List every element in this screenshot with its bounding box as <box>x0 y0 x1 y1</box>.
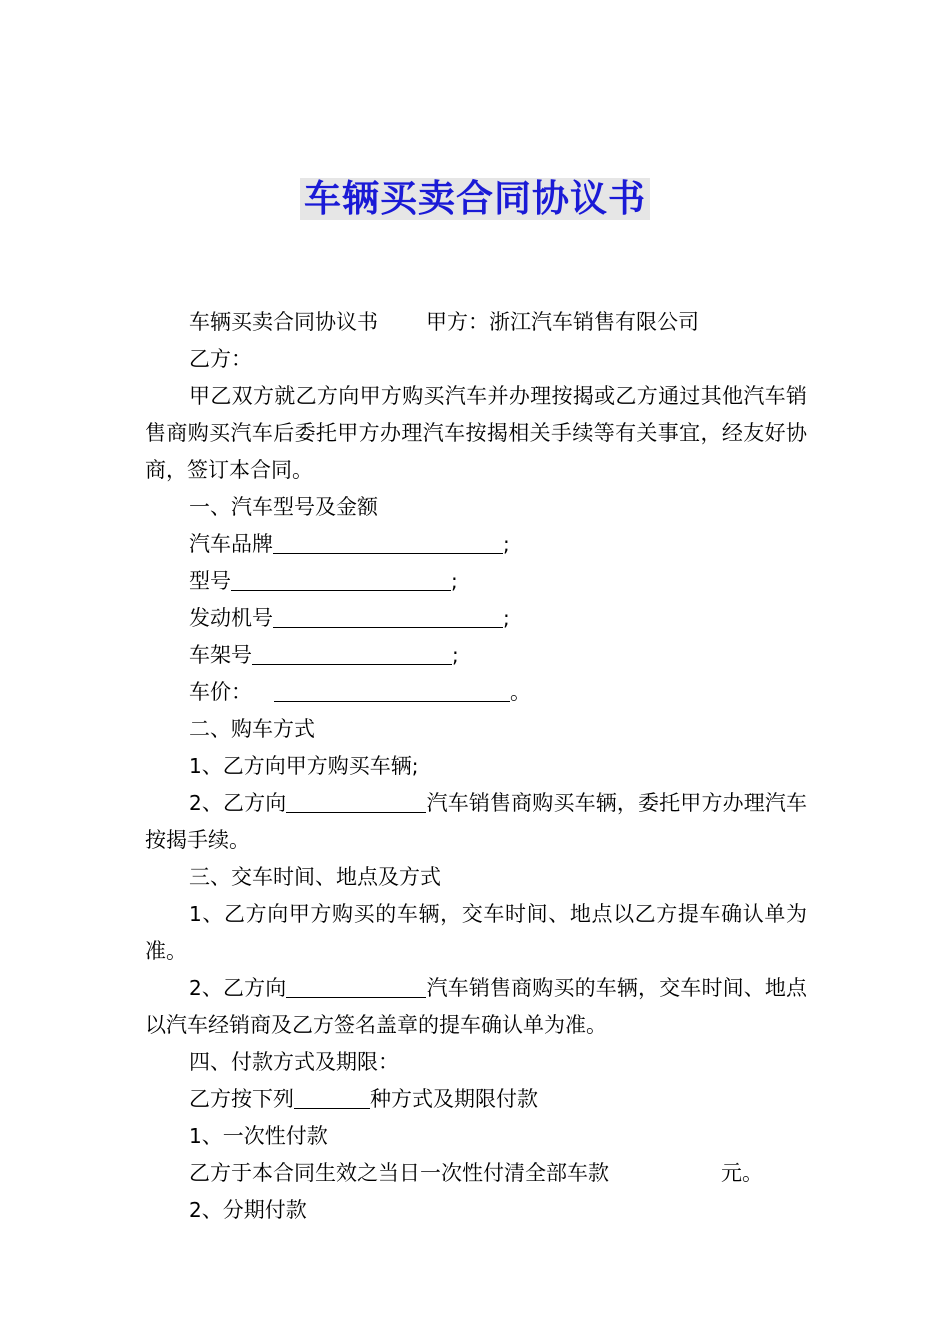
dealer-blank-2 <box>286 975 426 998</box>
section4-heading: 四、付款方式及期限： <box>189 1050 399 1074</box>
price-field: 车价： 。 <box>189 680 531 704</box>
engine-blank <box>273 605 503 628</box>
document-title: 车辆买卖合同协议书 <box>300 178 650 220</box>
frame-blank <box>252 642 452 665</box>
section3-heading: 三、交车时间、地点及方式 <box>189 865 441 889</box>
section2-item2: 2、乙方向 汽车销售商购买车辆，委托甲方办理汽车按揭手续。 <box>145 791 808 852</box>
section4-item2-heading: 2、分期付款 <box>189 1198 307 1222</box>
intro-paragraph: 甲乙双方就乙方向甲方购买汽车并办理按揭或乙方通过其他汽车销售商购买汽车后委托甲方办理汽车按揭相关手续等有关事宜，经友好协商，签订本合同。 <box>145 384 807 482</box>
section2-item1: 1、乙方向甲方购买车辆; <box>189 754 419 778</box>
section3-item2: 2、乙方向 汽车销售商购买的车辆，交车时间、地点以汽车经销商及乙方签名盖章的提车确认单为准。 <box>145 976 808 1037</box>
dealer-blank-1 <box>286 790 426 813</box>
payment-choice: 乙方按下列 种方式及期限付款 <box>189 1087 538 1111</box>
section4-item1-heading: 1、一次性付款 <box>189 1124 328 1148</box>
doc-name: 车辆买卖合同协议书 <box>189 310 378 334</box>
party-a: 甲方：浙江汽车销售有限公司 <box>426 310 699 334</box>
title-container <box>0 178 950 220</box>
model-blank <box>231 568 451 591</box>
brand-blank <box>273 531 503 554</box>
payment-choice-blank <box>294 1086 370 1109</box>
model-field: 型号 ; <box>189 569 458 593</box>
engine-field: 发动机号 ; <box>189 606 510 630</box>
header-line <box>145 304 807 341</box>
section3-item1: 1、乙方向甲方购买的车辆，交车时间、地点以乙方提车确认单为准。 <box>145 902 807 963</box>
document-body <box>145 304 807 1229</box>
party-b: 乙方： <box>189 347 252 371</box>
frame-field: 车架号 ; <box>189 643 459 667</box>
section1-heading: 一、汽车型号及金额 <box>189 495 378 519</box>
price-blank <box>274 679 510 702</box>
brand-field: 汽车品牌 ; <box>189 532 510 556</box>
section4-item1-text: 乙方于本合同生效之当日一次性付清全部车款 元。 <box>189 1161 763 1185</box>
section2-heading: 二、购车方式 <box>189 717 315 741</box>
